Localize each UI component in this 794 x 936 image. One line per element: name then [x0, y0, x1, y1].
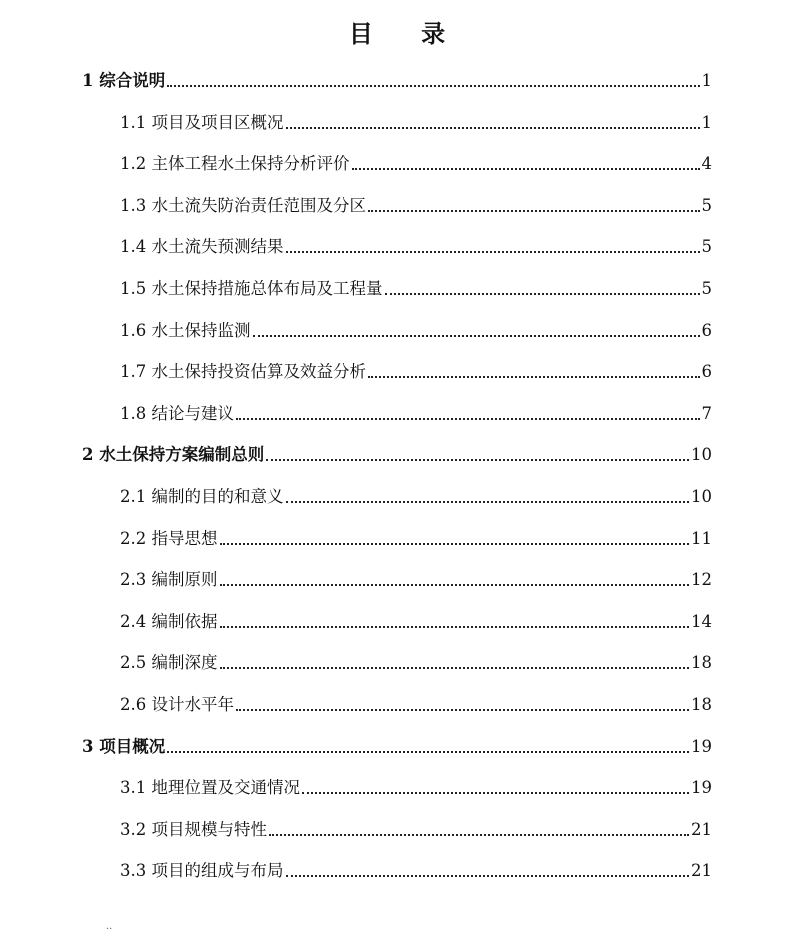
toc-entry-page-number: 1: [701, 71, 712, 90]
toc-dot-leader: [167, 85, 699, 87]
toc-entry[interactable]: [120, 314, 712, 342]
toc-entry-page-number: 14: [691, 611, 712, 631]
toc-entry-label: 1 综合说明: [82, 71, 166, 90]
toc-dot-leader: [286, 251, 700, 253]
toc-entry[interactable]: [120, 355, 712, 383]
toc-entry[interactable]: [120, 563, 712, 591]
toc-entry-page-number: 21: [691, 819, 712, 839]
toc-entry-label: 2 水土保持方案编制总则: [82, 445, 265, 465]
toc-dot-leader: [167, 751, 689, 753]
page-title: 目 录: [348, 19, 466, 48]
toc-entry[interactable]: [120, 646, 712, 674]
toc-entry-page-number: 5: [701, 279, 712, 298]
toc-entry-page-number: 12: [691, 570, 712, 590]
toc-entry-page-number: 4: [701, 154, 712, 174]
toc-entry[interactable]: [120, 106, 712, 134]
toc-entry[interactable]: [120, 813, 712, 841]
toc-entry-label: 2.5 编制深度: [120, 653, 218, 673]
toc-entry[interactable]: [120, 189, 712, 217]
toc-entry[interactable]: [120, 480, 712, 508]
toc-entry-page-number: 11: [691, 528, 712, 548]
toc-dot-leader: [286, 875, 690, 877]
toc-dot-leader: [220, 543, 690, 545]
toc-entry-page-number: 5: [701, 195, 712, 215]
toc-dot-leader: [286, 501, 690, 503]
toc-entry[interactable]: [120, 230, 712, 258]
toc-entry-label: 3.3 项目的组成与布局: [120, 861, 284, 881]
toc-entry[interactable]: [120, 397, 712, 425]
toc-dot-leader: [269, 834, 689, 836]
toc-dot-leader: [286, 127, 700, 129]
toc-entry-page-number: 6: [701, 362, 712, 382]
toc-entry-page-number: 10: [691, 445, 712, 465]
toc-dot-leader: [253, 335, 700, 337]
toc-entry[interactable]: [120, 854, 712, 882]
toc-entry-label: 1.6 水土保持监测: [120, 320, 251, 340]
toc-dot-leader: [302, 792, 689, 794]
toc-dot-leader: [266, 459, 689, 461]
toc-dot-leader: [368, 376, 700, 378]
toc-entry-label: 1.1 项目及项目区概况: [120, 112, 284, 132]
toc-entry[interactable]: [120, 147, 712, 175]
toc-entry-page-number: 19: [691, 736, 712, 756]
toc-entry-page-number: 10: [691, 487, 712, 506]
toc-dot-leader: [220, 667, 690, 669]
toc-dot-leader: [236, 709, 689, 711]
toc-entry[interactable]: [82, 438, 712, 466]
toc-entry-label: 1.2 主体工程水土保持分析评价: [120, 154, 350, 174]
toc-dot-leader: [385, 293, 700, 295]
toc-entry-page-number: 7: [701, 403, 712, 423]
toc-entry[interactable]: [120, 522, 712, 550]
footer-mark: ··: [106, 924, 113, 935]
toc-entry-label: 1.8 结论与建议: [120, 403, 234, 423]
toc-entry-label: 1.5 水土保持措施总体布局及工程量: [120, 279, 383, 298]
toc-entry-label: 2.1 编制的目的和意义: [120, 487, 284, 506]
toc-entry-label: 3.2 项目规模与特性: [120, 819, 267, 839]
toc-entry-page-number: 18: [691, 653, 712, 673]
toc-dot-leader: [368, 210, 700, 212]
toc-entry-label: 1.7 水土保持投资估算及效益分析: [120, 362, 366, 382]
toc-dot-leader: [220, 626, 690, 628]
toc-entry-label: 1.3 水土流失防治责任范围及分区: [120, 195, 366, 215]
toc-entry-page-number: 21: [691, 861, 712, 881]
toc-dot-leader: [352, 168, 700, 170]
toc-entry[interactable]: [120, 688, 712, 716]
toc-entry-label: 2.3 编制原则: [120, 570, 218, 590]
toc-entry[interactable]: [82, 730, 712, 758]
toc-entry-page-number: 18: [691, 695, 712, 714]
toc-entry[interactable]: [120, 605, 712, 633]
toc-entry[interactable]: [82, 64, 712, 92]
toc-dot-leader: [236, 418, 700, 420]
toc-entry-label: 2.4 编制依据: [120, 611, 218, 631]
toc-entry-page-number: 1: [701, 112, 712, 132]
toc-entry-label: 2.6 设计水平年: [120, 695, 234, 714]
toc-entry-label: 2.2 指导思想: [120, 528, 218, 548]
toc-entry-label: 1.4 水土流失预测结果: [120, 237, 284, 257]
toc-entry-page-number: 6: [701, 320, 712, 340]
toc-entry[interactable]: [120, 771, 712, 799]
toc-entry-page-number: 19: [691, 778, 712, 798]
toc-entry[interactable]: [120, 272, 712, 300]
toc-entry-page-number: 5: [701, 237, 712, 257]
toc-entry-label: 3 项目概况: [82, 736, 166, 756]
toc-entry-label: 3.1 地理位置及交通情况: [120, 778, 300, 798]
toc-dot-leader: [220, 584, 690, 586]
